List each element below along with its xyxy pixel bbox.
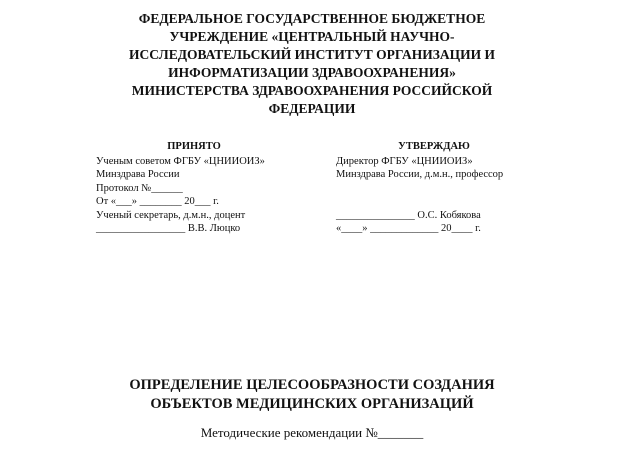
accepted-date-line: От «___» ________ 20___ г. (96, 196, 219, 207)
accepted-block (96, 140, 296, 236)
accepted-signature-line: _________________ В.В. Люцко (96, 223, 241, 234)
organization-header-line: ИНФОРМАТИЗАЦИИ ЗДРАВООХРАНЕНИЯ» (168, 65, 456, 80)
organization-header-line: ФЕДЕРАЦИИ (268, 101, 356, 116)
document-subtitle: Методические рекомендации №_______ (200, 425, 424, 440)
document-title (0, 376, 624, 414)
organization-header (0, 10, 624, 118)
approved-line: Минздрава России, д.м.н., профессор (336, 169, 504, 180)
accepted-line: Минздрава России (96, 169, 180, 180)
document-title-line: ОБЪЕКТОВ МЕДИЦИНСКИХ ОРГАНИЗАЦИЙ (150, 396, 474, 412)
organization-header-line: УЧРЕЖДЕНИЕ «ЦЕНТРАЛЬНЫЙ НАУЧНО- (169, 29, 455, 44)
approved-spacer (336, 182, 536, 209)
organization-header-line: МИНИСТЕРСТВА ЗДРАВООХРАНЕНИЯ РОССИЙСКОЙ (131, 83, 493, 98)
approved-line: Директор ФГБУ «ЦНИИОИЗ» (336, 155, 473, 167)
approved-signature-line: _______________ О.С. Кобякова (336, 209, 481, 221)
approved-heading: УТВЕРЖДАЮ (398, 141, 470, 152)
accepted-line: Ученым советом ФГБУ «ЦНИИОИЗ» (96, 155, 265, 167)
approved-block (336, 140, 536, 236)
accepted-secretary-line: Ученый секретарь, д.м.н., доцент (96, 209, 246, 221)
organization-header-line: ФЕДЕРАЛЬНОЕ ГОСУДАРСТВЕННОЕ БЮДЖЕТНОЕ (138, 11, 486, 26)
accepted-protocol-line: Протокол №______ (96, 182, 183, 194)
organization-header-line: ИССЛЕДОВАТЕЛЬСКИЙ ИНСТИТУТ ОРГАНИЗАЦИИ И (128, 47, 496, 62)
accepted-heading: ПРИНЯТО (167, 141, 221, 152)
document-title-line: ОПРЕДЕЛЕНИЕ ЦЕЛЕСООБРАЗНОСТИ СОЗДАНИЯ (129, 377, 495, 393)
approved-date-line: «____» _____________ 20____ г. (336, 223, 481, 234)
